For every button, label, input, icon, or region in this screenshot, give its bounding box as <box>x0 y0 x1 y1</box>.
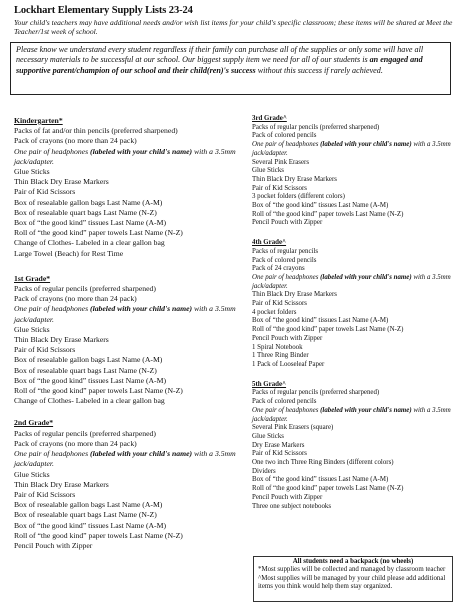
list-item: Packs of regular pencils (preferred sharpened) <box>252 389 380 397</box>
list-item-headphones: One pair of headphones (labeled with your child's name) with a 3.5mm jack/adapter. <box>14 449 236 469</box>
list-item: Pack of colored pencils <box>252 398 317 406</box>
list-item: Pair of Kid Scissors <box>14 187 76 197</box>
list-item: Pair of Kid Scissors <box>252 184 307 192</box>
notice-text-2: without this success if rarely achieved. <box>255 65 383 75</box>
list-item: One two inch Three Ring Binders (different colors) <box>252 459 394 467</box>
list-item: Box of resealable quart bags Last Name (N-Z) <box>14 510 157 520</box>
list-item: Box of resealable quart bags Last Name (N-Z) <box>14 365 157 375</box>
section-1st-grade <box>14 274 254 407</box>
list-item: Pair of Kid Scissors <box>14 345 76 355</box>
list-item: Several Pink Erasers <box>252 158 310 166</box>
page-subtitle: Your child's teachers may have additional needs and/or wish list items for your child's specific classroom; these items will be shared at Meet the Teacher/1st week of school. <box>14 18 453 37</box>
list-item: Change of Clothes- Labeled in a clear gallon bag <box>14 238 165 248</box>
list-item: Box of resealable quart bags Last Name (N-Z) <box>14 207 157 217</box>
list-item: Three one subject notebooks <box>252 502 332 510</box>
list-item: Box of “the good kind” tissues Last Name (A-M) <box>14 375 167 385</box>
list-item: Thin Black Dry Erase Markers <box>252 291 337 299</box>
list-item: Pack of crayons (no more than 24 pack) <box>14 438 137 448</box>
section-heading: 1st Grade* <box>14 273 51 283</box>
list-item: Roll of “the good kind” paper towels Last Name (N-Z) <box>14 530 183 540</box>
list-item: Pencil Pouch with Zipper <box>252 493 323 501</box>
backpack-note-2: ^Most supplies will be managed by your child please add additional items you think would help them stay organized. <box>258 574 446 590</box>
list-item: Pair of Kid Scissors <box>14 489 76 499</box>
list-item: Box of “the good kind” tissues Last Name (A-M) <box>252 317 389 325</box>
list-item: 1 Spiral Notebook <box>252 343 303 351</box>
list-item: Pencil Pouch with Zipper <box>14 540 93 550</box>
list-item: Packs of regular pencils (preferred sharpened) <box>14 284 156 294</box>
list-item: Roll of “the good kind” paper towels Last Name (N-Z) <box>252 326 404 334</box>
list-item: Box of resealable gallon bags Last Name (A-M) <box>14 500 163 510</box>
list-item: Roll of “the good kind” paper towels Last Name (N-Z) <box>14 386 183 396</box>
list-item: Thin Black Dry Erase Markers <box>14 177 109 187</box>
notice-text-1: Please know we understand every student regardless if their family can purchase all of the supplies or only some will have all necessary materials to be successful at our school. Our biggest supply item we need for all of our students is <box>16 45 424 65</box>
section-3rd-grade <box>252 115 467 228</box>
list-item: Packs of regular pencils (preferred sharpened) <box>252 123 380 131</box>
section-heading: 3rd Grade^ <box>252 115 287 122</box>
list-item: Packs of regular pencils (preferred sharpened) <box>14 428 156 438</box>
section-4th-grade <box>252 239 467 370</box>
list-item: Pair of Kid Scissors <box>252 450 307 458</box>
list-item: Glue Sticks <box>252 167 284 175</box>
list-item: Thin Black Dry Erase Markers <box>14 335 109 345</box>
list-item: Large Towel (Beach) for Rest Time <box>14 248 124 258</box>
list-item: Pack of colored pencils <box>252 256 317 264</box>
list-item: Box of “the good kind” tissues Last Name (A-M) <box>252 202 389 210</box>
list-item: Pair of Kid Scissors <box>252 300 307 308</box>
list-item-headphones: One pair of headphones (labeled with your child's name) with a 3.5mm jack/adapter. <box>14 146 236 166</box>
section-heading: Kindergarten* <box>14 116 63 125</box>
backpack-note-1: *Most supplies will be collected and managed by classroom teacher <box>258 566 446 574</box>
list-item: Pencil Pouch with Zipper <box>252 334 323 342</box>
list-item: Box of resealable gallon bags Last Name (A-M) <box>14 355 163 365</box>
list-item: Glue Sticks <box>14 167 50 177</box>
list-item: Pack of 24 crayons <box>252 265 305 273</box>
section-kindergarten <box>14 116 254 259</box>
list-item: Roll of “the good kind” paper towels Last Name (N-Z) <box>14 228 183 238</box>
list-item: 4 pocket folders <box>252 308 297 316</box>
notice-box <box>10 42 451 95</box>
list-item: Change of Clothes- Labeled in a clear gallon bag <box>14 396 165 406</box>
list-item: Roll of “the good kind” paper towels Last Name (N-Z) <box>252 485 404 493</box>
section-2nd-grade <box>14 418 254 551</box>
list-item-headphones: One pair of headphones (labeled with your child's name) with a 3.5mm jack/adapter. <box>14 304 236 324</box>
backpack-title: All students need a backpack (no wheels) <box>292 558 414 565</box>
list-item: Box of “the good kind” tissues Last Name (A-M) <box>14 218 167 228</box>
list-item: Glue Sticks <box>14 469 50 479</box>
list-item: 1 Pack of Looseleaf Paper <box>252 360 325 368</box>
section-heading: 4th Grade^ <box>252 239 287 247</box>
section-5th-grade <box>252 381 467 512</box>
list-item: 1 Three Ring Binder <box>252 352 309 360</box>
backpack-note-box <box>253 556 453 602</box>
list-item: Thin Black Dry Erase Markers <box>14 479 109 489</box>
right-column <box>252 115 467 511</box>
list-item: Dividers <box>252 467 276 475</box>
list-item-headphones: One pair of headphones (labeled with your child's name) with a 3.5mm jack/adapter. <box>252 141 451 157</box>
list-item: Several Pink Erasers (square) <box>252 424 334 432</box>
list-item: Pencil Pouch with Zipper <box>252 219 323 227</box>
list-item: Pack of crayons (no more than 24 pack) <box>14 136 137 146</box>
list-item: Thin Black Dry Erase Markers <box>252 175 337 183</box>
page-title: Lockhart Elementary Supply Lists 23-24 <box>14 5 193 16</box>
list-item: Packs of fat and/or thin pencils (preferred sharpened) <box>14 126 178 136</box>
section-heading: 2nd Grade* <box>14 418 54 428</box>
list-item: Packs of regular pencils <box>252 247 319 255</box>
list-item-headphones: One pair of headphones (labeled with your child's name) with a 3.5mm jack/adapter. <box>252 273 451 290</box>
list-item: Dry Erase Markers <box>252 441 305 449</box>
list-item: Glue Sticks <box>14 324 50 334</box>
list-item: 3 pocket folders (different colors) <box>252 193 345 201</box>
list-item: Pack of crayons (no more than 24 pack) <box>14 294 137 304</box>
list-item: Glue Sticks <box>252 432 284 440</box>
left-column <box>14 116 254 551</box>
notice-bold-text: an engaged and supportive parent/champion of our school and their child(ren)'s success <box>16 55 423 75</box>
list-item: Pack of colored pencils <box>252 132 317 140</box>
list-item: Box of “the good kind” tissues Last Name (A-M) <box>252 476 389 484</box>
list-item: Roll of “the good kind” paper towels Last Name (N-Z) <box>252 210 404 218</box>
list-item-headphones: One pair of headphones (labeled with your child's name) with a 3.5mm jack/adapter. <box>252 406 451 423</box>
list-item: Box of “the good kind” tissues Last Name (A-M) <box>14 520 167 530</box>
section-heading: 5th Grade^ <box>252 380 287 388</box>
list-item: Box of resealable gallon bags Last Name (A-M) <box>14 197 163 207</box>
